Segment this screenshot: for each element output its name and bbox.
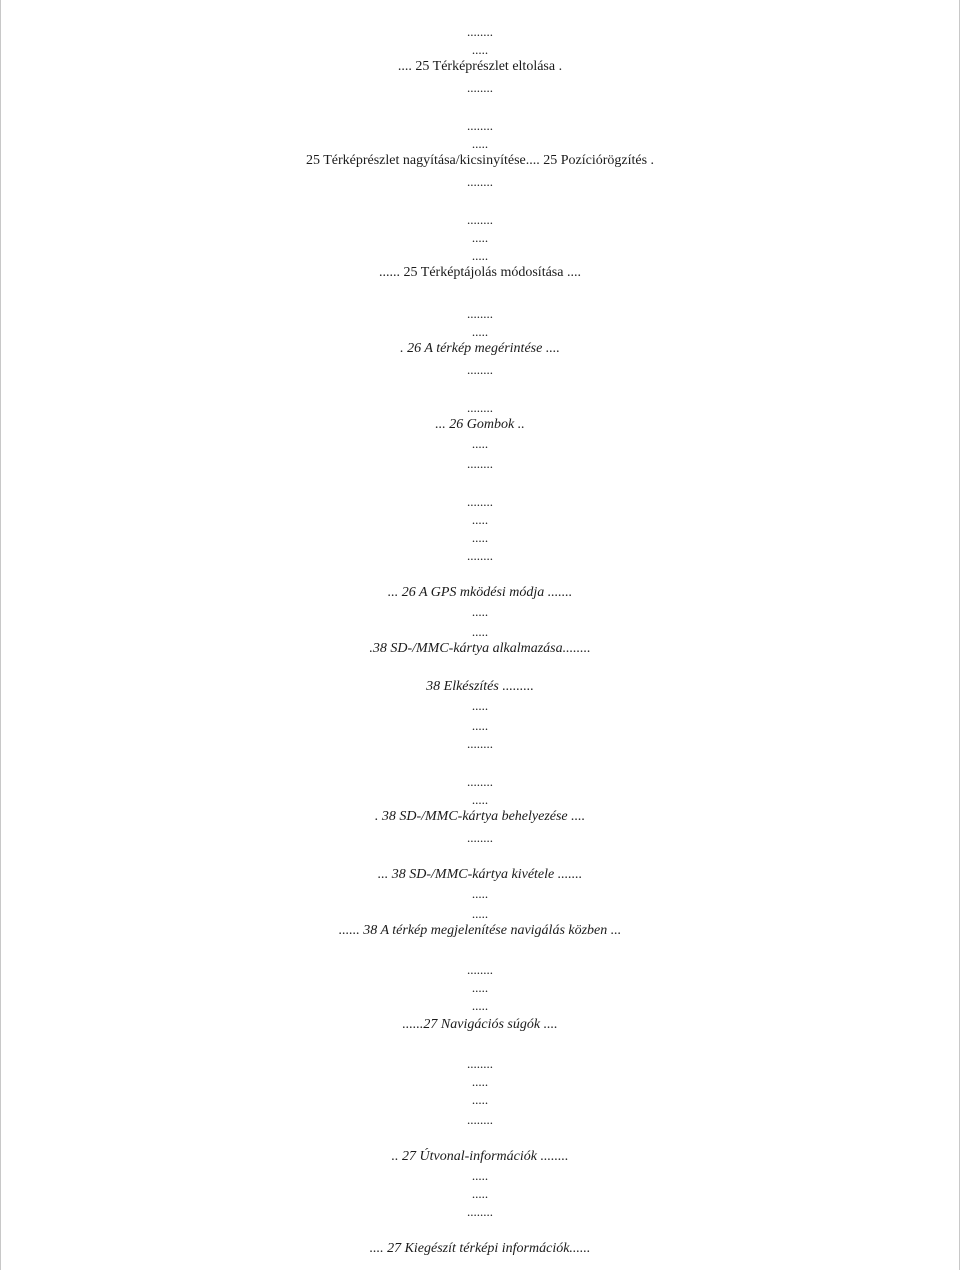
toc-dots: ..... [471,230,489,245]
toc-entry[interactable]: .... 25 Térképrészlet eltolása . [397,59,563,74]
toc-dots: ..... [471,512,489,527]
toc-dots: ........ [467,400,493,415]
toc-entry[interactable]: ...... 38 A térkép megjelenítése navigálás közben ... [338,923,622,938]
toc-dots: ..... [471,792,489,807]
toc-dots: ..... [471,1168,489,1183]
toc-dots: ..... [471,906,489,921]
toc-dots: ........ [467,80,493,95]
toc-dots: ........ [467,1112,493,1127]
toc-dots: ........ [467,1056,493,1071]
toc-dots: ........ [467,830,493,845]
toc-dots: ..... [471,980,489,995]
toc-dots: ..... [471,1092,489,1107]
toc-dots: ........ [467,174,493,189]
toc-dots: ........ [467,306,493,321]
toc-dots: ..... [471,698,489,713]
toc-dots: ..... [471,1186,489,1201]
toc-entry[interactable]: ... 38 SD-/MMC-kártya kivétele ....... [377,867,583,882]
toc-entry[interactable]: .38 SD-/MMC-kártya alkalmazása........ [369,641,591,656]
toc-entry[interactable]: ......27 Navigációs súgók .... [402,1017,558,1032]
toc-entry[interactable]: .. 27 Útvonal-információk ........ [391,1149,569,1164]
toc-dots: ........ [467,736,493,751]
toc-dots: ..... [471,718,489,733]
toc-dots: ..... [471,998,489,1013]
toc-dots: ..... [471,436,489,451]
toc-entry[interactable]: ... 26 A GPS mködési módja ....... [387,585,573,600]
toc-dots: ........ [467,774,493,789]
toc-dots: ..... [471,324,489,339]
toc-entry[interactable]: ...... 25 Térképtájolás módosítása .... [379,265,581,280]
toc-dots: ..... [471,624,489,639]
toc-entry[interactable]: ... 26 Gombok .. [435,417,525,432]
toc-dots: ........ [467,24,493,39]
toc-dots: ........ [467,1204,493,1219]
toc-dots: ..... [471,248,489,263]
toc-entry[interactable]: 25 Térképrészlet nagyítása/kicsinyítése.... 25 Pozíciórögzítés . [305,153,655,168]
toc-dots: ..... [471,42,489,57]
toc-dots: ........ [467,362,493,377]
toc-entry[interactable]: . 38 SD-/MMC-kártya behelyezése .... [374,809,586,824]
toc-entry[interactable]: 38 Elkészítés ......... [426,679,534,694]
toc-dots: ........ [467,548,493,563]
toc-dots: ..... [471,530,489,545]
toc-dots: ..... [471,604,489,619]
toc-dots: ..... [471,136,489,151]
toc-dots: ..... [471,1074,489,1089]
toc-entry[interactable]: . 26 A térkép megérintése .... [400,341,560,356]
toc-dots: ........ [467,962,493,977]
toc-dots: ........ [467,456,493,471]
toc-dots: ..... [471,886,489,901]
toc-dots: ........ [467,212,493,227]
toc-dots: ........ [467,494,493,509]
toc-dots: ........ [467,118,493,133]
toc-entry[interactable]: .... 27 Kiegészít térképi információk...... [369,1241,591,1256]
